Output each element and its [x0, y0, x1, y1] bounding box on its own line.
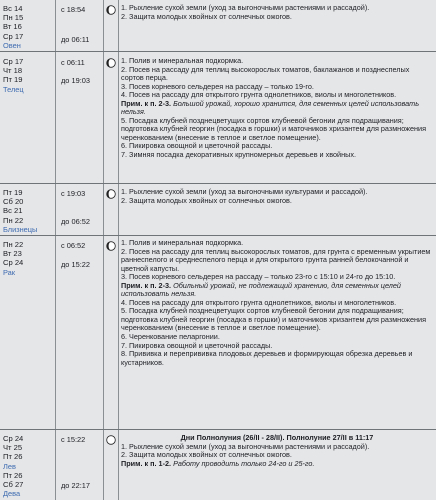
days-column: [0, 430, 56, 500]
day-entry: Ср 17: [3, 31, 24, 41]
calendar-block-3: [0, 184, 436, 236]
task-item: 6. Черенкование пеларгонии.: [121, 332, 220, 342]
moon-phase-column: [103, 52, 119, 184]
day-entry: Пт 26: [3, 470, 23, 480]
task-item: 2. Защита молодых хвойных от солнечных ожогов.: [121, 195, 292, 205]
day-entry: Ср 24: [3, 434, 24, 443]
time-column: [57, 430, 103, 500]
calendar-block-2: [0, 52, 436, 184]
moon-phase-column: [103, 430, 119, 500]
day-entry: Сб 27: [3, 479, 24, 489]
day-entry: Вс 21: [3, 206, 23, 216]
day-entry: Вс 14: [3, 4, 23, 13]
moon-phase-column: [103, 184, 119, 236]
moon-waning-icon: [106, 241, 116, 251]
task-item: 1. Рыхление сухой земли (уход за выгоночными растениями и рассадой).: [121, 441, 370, 451]
days-column: [0, 52, 56, 184]
day-entry: Вт 23: [3, 249, 22, 259]
day-entry: Пн 15: [3, 13, 24, 23]
moonset-time: до 15:22: [61, 260, 90, 269]
task-item: 2. Посев на рассаду для теплиц высокорослых томатов, для грунта с временным укрытием раннеспелого и среднеспелого перца и для открытого грунта ранней белокочанной и цветной капусты.: [121, 246, 431, 273]
task-note: [121, 100, 433, 117]
task-item: 2. Защита молодых хвойных от солнечных ожогов.: [121, 450, 292, 460]
time-column: [57, 52, 103, 184]
time-column: [57, 236, 103, 430]
zodiac-sign: Рак: [3, 267, 16, 277]
day-entry: Сб 20: [3, 197, 24, 207]
moonset-time: до 19:03: [61, 76, 90, 85]
tasks-column: [121, 0, 433, 21]
task-item: 2. Защита молодых хвойных от солнечных ожогов.: [121, 11, 292, 21]
task-item: 5. Посадка клубней позднецветущих сортов клубневой бегонии для подращивания; подготовка клубней георгин (посадка в горшки) и маточников хризантем для размножения черенкованием (внесение в теплое и светлое помещение).: [121, 306, 427, 333]
task-note: [121, 282, 433, 299]
note-label: Прим. к п. 2-3.: [121, 280, 172, 290]
zodiac-sign: Близнецы: [3, 224, 38, 234]
moonrise-time: с 18:54: [61, 5, 86, 14]
task-item: 2. Посев на рассаду для теплиц высокорослых томатов, баклажанов и позднеспелых сортов перца.: [121, 64, 410, 83]
note-text: Большой урожай, хорошо хранится, для семенных целей использовать нельзя.: [121, 98, 420, 117]
calendar-block-4: [0, 236, 436, 430]
moonset-time: до 22:17: [61, 481, 90, 490]
tasks-column: [121, 430, 433, 468]
days-column: [0, 184, 56, 236]
day-entry: Пн 22: [3, 240, 24, 249]
full-moon-heading: Дни Полнолуния (26/II - 28/II). Полнолуние 27/II в 11:17: [180, 433, 374, 442]
note-label: Прим. к п. 2-3.: [121, 98, 172, 108]
day-entry: Ср 24: [3, 258, 24, 268]
days-column: [0, 236, 56, 430]
full-moon-icon: [106, 435, 116, 445]
day-entry: Пт 19: [3, 188, 23, 197]
moon-waning-icon: [106, 189, 116, 199]
time-column: [57, 184, 103, 236]
task-item: 1. Рыхление сухой земли (уход за выгоночными растениями и рассадой).: [121, 3, 370, 12]
calendar-block-1: [0, 0, 436, 52]
moon-waning-icon: [106, 58, 116, 68]
moonrise-time: с 15:22: [61, 435, 86, 444]
tasks-column: [121, 184, 433, 205]
note-text: Работу проводить только 24-го и 25-го.: [173, 458, 315, 468]
day-entry: Пт 26: [3, 452, 23, 462]
task-item: 4. Посев на рассаду для открытого грунта однолетников, виолы и многолетников.: [121, 90, 397, 100]
zodiac-sign: Дева: [3, 489, 21, 499]
moonset-time: до 06:52: [61, 217, 90, 226]
moonrise-time: с 06:52: [61, 241, 86, 250]
task-item: 8. Прививка и перепрививка плодовых деревьев и формирующая обрезка деревьев и кустарников.: [121, 349, 413, 367]
day-entry: Пт 19: [3, 75, 23, 85]
moon-waning-icon: [106, 5, 116, 15]
day-entry: Ср 17: [3, 57, 24, 66]
tasks-column: [121, 236, 433, 367]
task-item: 1. Полив и минеральная подкормка.: [121, 238, 244, 247]
day-entry: Чт 25: [3, 443, 23, 453]
day-entry: Чт 18: [3, 66, 23, 76]
task-item: 7. Зимняя посадка декоративных крупномерных деревьев и хвойных.: [121, 150, 356, 160]
task-item: 3. Посев корневого сельдерея на рассаду – только 23-го с 15:10 и 24-го до 15:10.: [121, 272, 396, 282]
moonrise-time: с 19:03: [61, 189, 86, 198]
moonrise-time: с 06:11: [61, 58, 85, 67]
zodiac-sign: Лев: [3, 461, 16, 471]
note-text: Обильный урожай, не подлежащий хранению, для семенных целей использовать нельзя.: [121, 280, 401, 299]
zodiac-sign: Овен: [3, 40, 21, 50]
calendar-block-5: [0, 430, 436, 500]
moon-phase-column: [103, 0, 119, 52]
task-item: 3. Посев корневого сельдерея на рассаду – только 19-го.: [121, 81, 314, 91]
note-label: Прим. к п. 1-2.: [121, 458, 172, 468]
time-column: [57, 0, 103, 52]
day-entry: Вт 16: [3, 22, 22, 32]
tasks-column: [121, 52, 433, 160]
task-item: 4. Посев на рассаду для открытого грунта однолетников, виолы и многолетников.: [121, 297, 397, 307]
task-item: 1. Рыхление сухой земли (уход за выгоночными культурами и рассадой).: [121, 187, 368, 196]
zodiac-sign: Телец: [3, 84, 24, 94]
task-item: 1. Полив и минеральная подкормка.: [121, 56, 244, 65]
days-column: [0, 0, 56, 52]
task-item: 7. Пикировка овощной и цветочной рассады.: [121, 340, 273, 350]
day-entry: Пн 22: [3, 215, 24, 225]
task-note: [121, 460, 433, 469]
task-item: 6. Пикировка овощной и цветочной рассады.: [121, 141, 273, 151]
moonset-time: до 06:11: [61, 35, 90, 44]
moon-phase-column: [103, 236, 119, 430]
task-item: 5. Посадка клубней позднецветущих сортов клубневой бегонии для подращивания; подготовка клубней георгин (посадка в горшки) и маточников хризантем для размножения черенкованием (внесение в теплое и светлое помещение).: [121, 115, 427, 142]
